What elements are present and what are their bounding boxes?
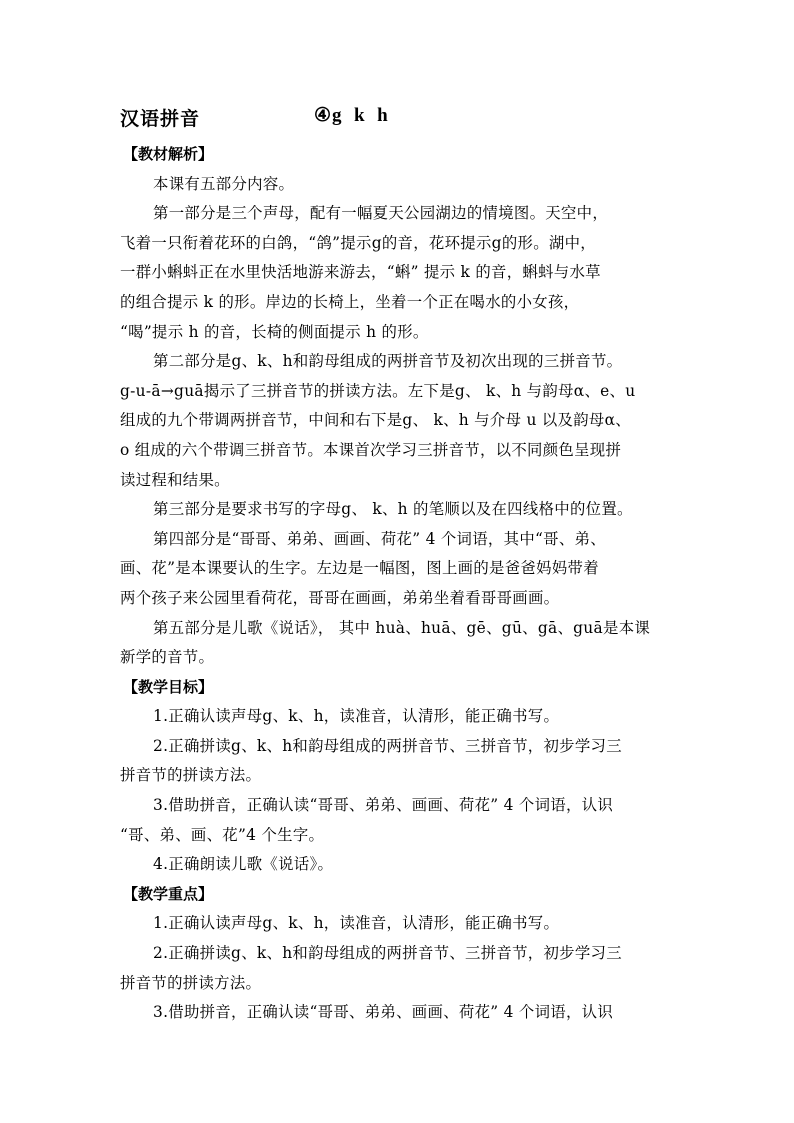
paragraph-line: g-u-ā→guā揭示了三拼音节的拼读方法。左下是g、 k、h 与韵母α、e、u — [120, 381, 636, 400]
paragraph-line: 第五部分是儿歌《说话》， 其中 huà、huā、gē、gū、gā、guā是本课 — [153, 618, 651, 637]
paragraph-line: 画、花”是本课要认的生字。左边是一幅图，图上画的是爸爸妈妈带着 — [120, 559, 599, 578]
paragraph-line: 两个孩子来公园里看荷花，哥哥在画画，弟弟坐着看哥哥画画。 — [120, 588, 560, 607]
list-item: 1.正确认读声母g、k、h，读准音，认清形，能正确书写。 — [153, 707, 560, 726]
list-item-continued: 拼音节的拼读方法。 — [120, 973, 262, 992]
paragraph-line: 第四部分是“哥哥、弟弟、画画、荷花” 4 个词语，其中“哥、弟、 — [153, 529, 606, 548]
paragraph-line: 第二部分是g、k、h和韵母组成的两拼音节及初次出现的三拼音节。 — [153, 352, 623, 371]
list-item: 1.正确认读声母g、k、h，读准音，认清形，能正确书写。 — [153, 914, 560, 933]
list-item: 3.借助拼音，正确认读“哥哥、弟弟、画画、荷花” 4 个词语，认识 — [153, 1003, 614, 1022]
paragraph-line: 组成的九个带调两拼音节，中间和右下是g、 k、h 与介母 u 以及韵母α、 — [120, 411, 632, 430]
lesson-title-text: 汉语拼音 — [120, 108, 201, 130]
paragraph-line: 本课有五部分内容。 — [153, 174, 295, 193]
paragraph-line: “喝”提示 h 的音，长椅的侧面提示 h 的形。 — [120, 322, 429, 341]
paragraph-line: 读过程和结果。 — [120, 470, 230, 489]
paragraph-line: 第三部分是要求书写的字母g、 k、h 的笔顺以及在四线格中的位置。 — [153, 500, 633, 519]
section-heading-analysis: 【教材解析】 — [123, 145, 214, 163]
list-item-continued: 拼音节的拼读方法。 — [120, 766, 262, 785]
list-item: 3.借助拼音，正确认读“哥哥、弟弟、画画、荷花” 4 个词语，认识 — [153, 796, 614, 815]
list-item: 2.正确拼读g、k、h和韵母组成的两拼音节、三拼音节，初步学习三 — [153, 736, 622, 755]
list-item-continued: “哥、弟、画、花”4 个生字。 — [120, 825, 325, 844]
paragraph-line: 第一部分是三个声母，配有一幅夏天公园湖边的情境图。天空中， — [153, 204, 609, 223]
document-body — [120, 140, 680, 1028]
paragraph-line: 飞着一只衔着花环的白鸽，“鸽”提示g的音，花环提示g的形。湖中， — [120, 233, 596, 252]
section-heading-goals: 【教学目标】 — [123, 677, 214, 696]
lesson-letters: ④g k h — [314, 105, 389, 126]
paragraph-line: 一群小蝌蚪正在水里快活地游来游去，“蝌” 提示 k 的音，蝌蚪与水草 — [120, 263, 601, 282]
paragraph-line: 新学的音节。 — [120, 648, 215, 667]
paragraph-line: 的组合提示 k 的形。岸边的长椅上，坐着一个正在喝水的小女孩， — [120, 292, 580, 311]
list-item: 4.正确朗读儿歌《说话》。 — [153, 855, 334, 874]
lesson-title — [120, 104, 680, 134]
paragraph-line: o 组成的六个带调三拼音节。本课首次学习三拼音节，以不同颜色呈现拼 — [120, 440, 622, 459]
list-item: 2.正确拼读g、k、h和韵母组成的两拼音节、三拼音节，初步学习三 — [153, 944, 622, 963]
section-heading-key-points: 【教学重点】 — [123, 884, 214, 903]
